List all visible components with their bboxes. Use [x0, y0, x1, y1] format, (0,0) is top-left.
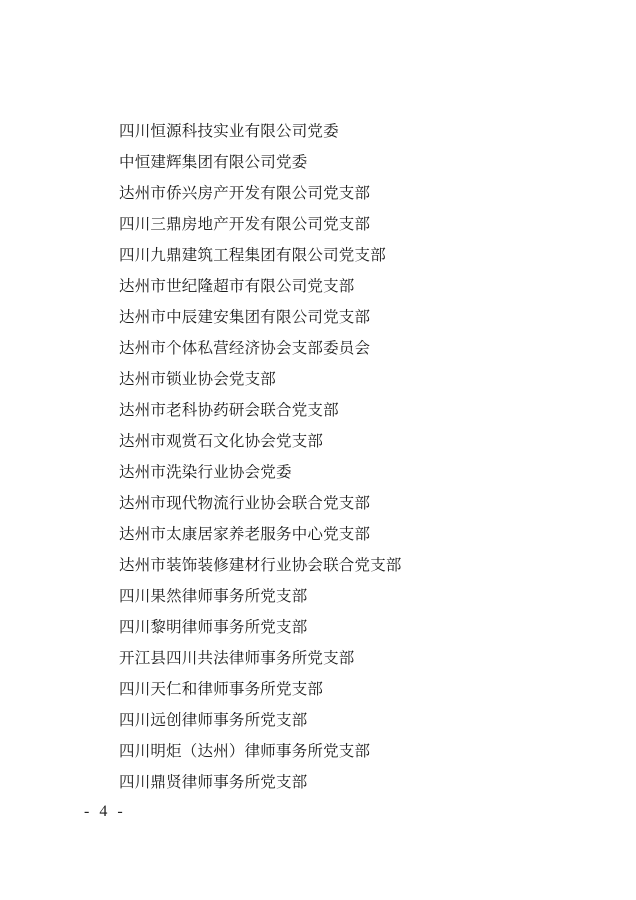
organization-item: 四川明炬（达州）律师事务所党支部 [119, 742, 371, 760]
organization-item: 达州市锁业协会党支部 [119, 370, 277, 388]
organization-item: 四川鼎贤律师事务所党支部 [119, 773, 308, 791]
organization-item: 达州市侨兴房产开发有限公司党支部 [119, 184, 371, 202]
organization-list [119, 116, 402, 798]
organization-item: 四川三鼎房地产开发有限公司党支部 [119, 215, 371, 233]
organization-item: 达州市个体私营经济协会支部委员会 [119, 339, 371, 357]
organization-item: 四川黎明律师事务所党支部 [119, 618, 308, 636]
organization-item: 达州市现代物流行业协会联合党支部 [119, 494, 371, 512]
organization-item: 四川远创律师事务所党支部 [119, 711, 308, 729]
organization-item: 开江县四川共法律师事务所党支部 [119, 649, 355, 667]
organization-item: 中恒建辉集团有限公司党委 [119, 153, 308, 171]
organization-item: 达州市太康居家养老服务中心党支部 [119, 525, 371, 543]
organization-item: 四川恒源科技实业有限公司党委 [119, 122, 339, 140]
organization-item: 达州市装饰装修建材行业协会联合党支部 [119, 556, 402, 574]
organization-item: 四川天仁和律师事务所党支部 [119, 680, 324, 698]
organization-item: 达州市世纪隆超市有限公司党支部 [119, 277, 355, 295]
organization-item: 四川果然律师事务所党支部 [119, 587, 308, 605]
organization-item: 达州市观赏石文化协会党支部 [119, 432, 324, 450]
organization-item: 达州市老科协药研会联合党支部 [119, 401, 339, 419]
organization-item: 达州市中辰建安集团有限公司党支部 [119, 308, 371, 326]
organization-item: 四川九鼎建筑工程集团有限公司党支部 [119, 246, 386, 264]
organization-item: 达州市洗染行业协会党委 [119, 463, 292, 481]
page-number: - 4 - [84, 803, 126, 820]
